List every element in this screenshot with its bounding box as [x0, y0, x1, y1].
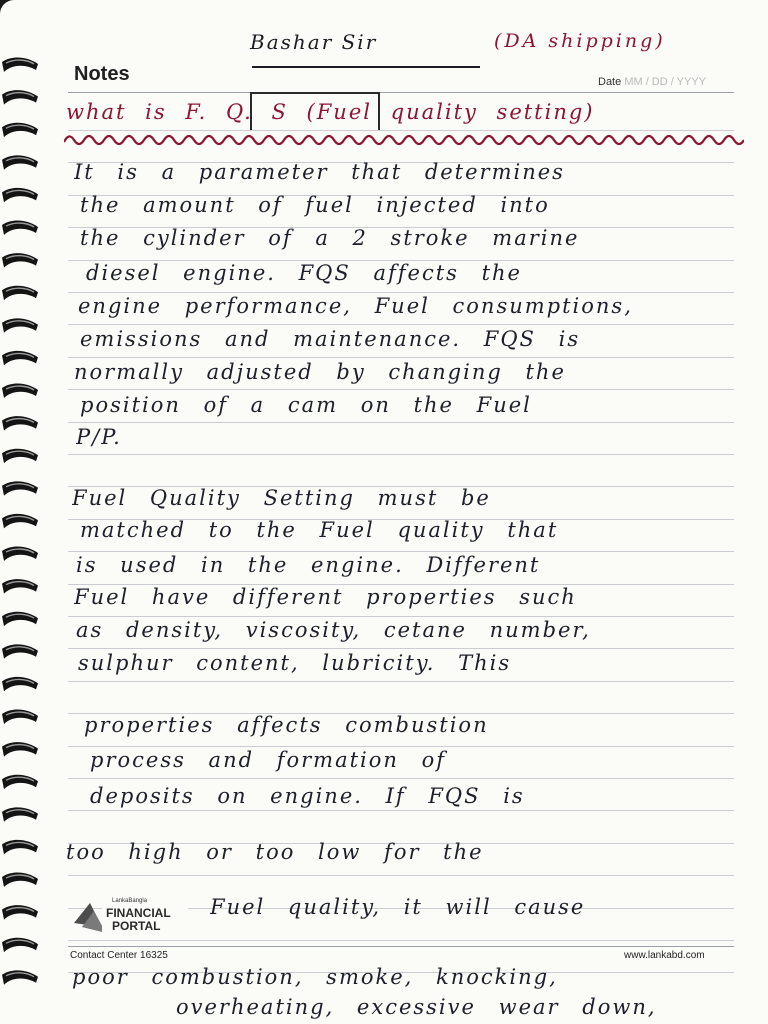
- handwritten-line: as density, viscosity, cetane number,: [76, 618, 591, 642]
- footer-rule: [68, 946, 734, 947]
- spiral-binding: [0, 40, 44, 1000]
- handwritten-line: properties affects combustion: [84, 713, 489, 737]
- handwritten-line: emissions and maintenance. FQS is: [80, 327, 581, 351]
- handwritten-line: deposits on engine. If FQS is: [90, 784, 525, 808]
- notes-label: Notes: [74, 63, 130, 85]
- date-label: Date: [598, 76, 622, 88]
- handwritten-line: overheating, excessive wear down,: [176, 995, 657, 1019]
- handwritten-line: process and formation of: [90, 748, 447, 772]
- handwritten-line: the amount of fuel injected into: [80, 193, 550, 217]
- handwritten-line: Fuel quality, it will cause: [210, 895, 586, 919]
- handwritten-line: poor combustion, smoke, knocking,: [72, 965, 558, 989]
- financial-portal-logo: [72, 893, 190, 941]
- squiggle-underline-icon: [64, 128, 744, 152]
- handwritten-line: Fuel Quality Setting must be: [72, 486, 491, 510]
- handwritten-line: position of a cam on the Fuel: [80, 393, 532, 417]
- svg-text:FINANCIAL: FINANCIAL: [106, 906, 171, 920]
- handwritten-line: sulphur content, lubricity. This: [78, 651, 512, 675]
- contact-center: Contact Center 16325: [70, 950, 168, 961]
- handwritten-line: is used in the engine. Different: [76, 553, 541, 577]
- ruled-line: [68, 746, 734, 747]
- spiral-coils-icon: [0, 40, 44, 1000]
- svg-text:LankaBangla: LankaBangla: [112, 898, 148, 904]
- handwritten-line: diesel engine. FQS affects the: [86, 261, 522, 285]
- title-underline: [252, 66, 480, 68]
- handwritten-line: Fuel have different properties such: [74, 585, 577, 609]
- handwritten-line: normally adjusted by changing the: [74, 360, 566, 384]
- website-url: www.lankabd.com: [624, 950, 705, 961]
- title-tag: (DA shipping): [494, 30, 666, 52]
- handwritten-line: It is a parameter that determines: [74, 160, 565, 184]
- date-field: [598, 76, 706, 88]
- handwritten-line: the cylinder of a 2 stroke marine: [80, 226, 580, 250]
- ruled-line: [68, 875, 734, 876]
- handwritten-line: P/P.: [76, 425, 122, 449]
- svg-text:PORTAL: PORTAL: [112, 919, 161, 933]
- page-title: Bashar Sir: [250, 30, 378, 54]
- handwritten-line: too high or too low for the: [66, 840, 484, 864]
- date-format: MM / DD / YYYY: [624, 76, 707, 88]
- question-heading: what is F. Q. S (Fuel quality setting): [66, 100, 595, 124]
- handwritten-line: matched to the Fuel quality that: [80, 518, 559, 542]
- handwritten-line: engine performance, Fuel consumptions,: [78, 294, 633, 318]
- header-rule: [68, 92, 734, 93]
